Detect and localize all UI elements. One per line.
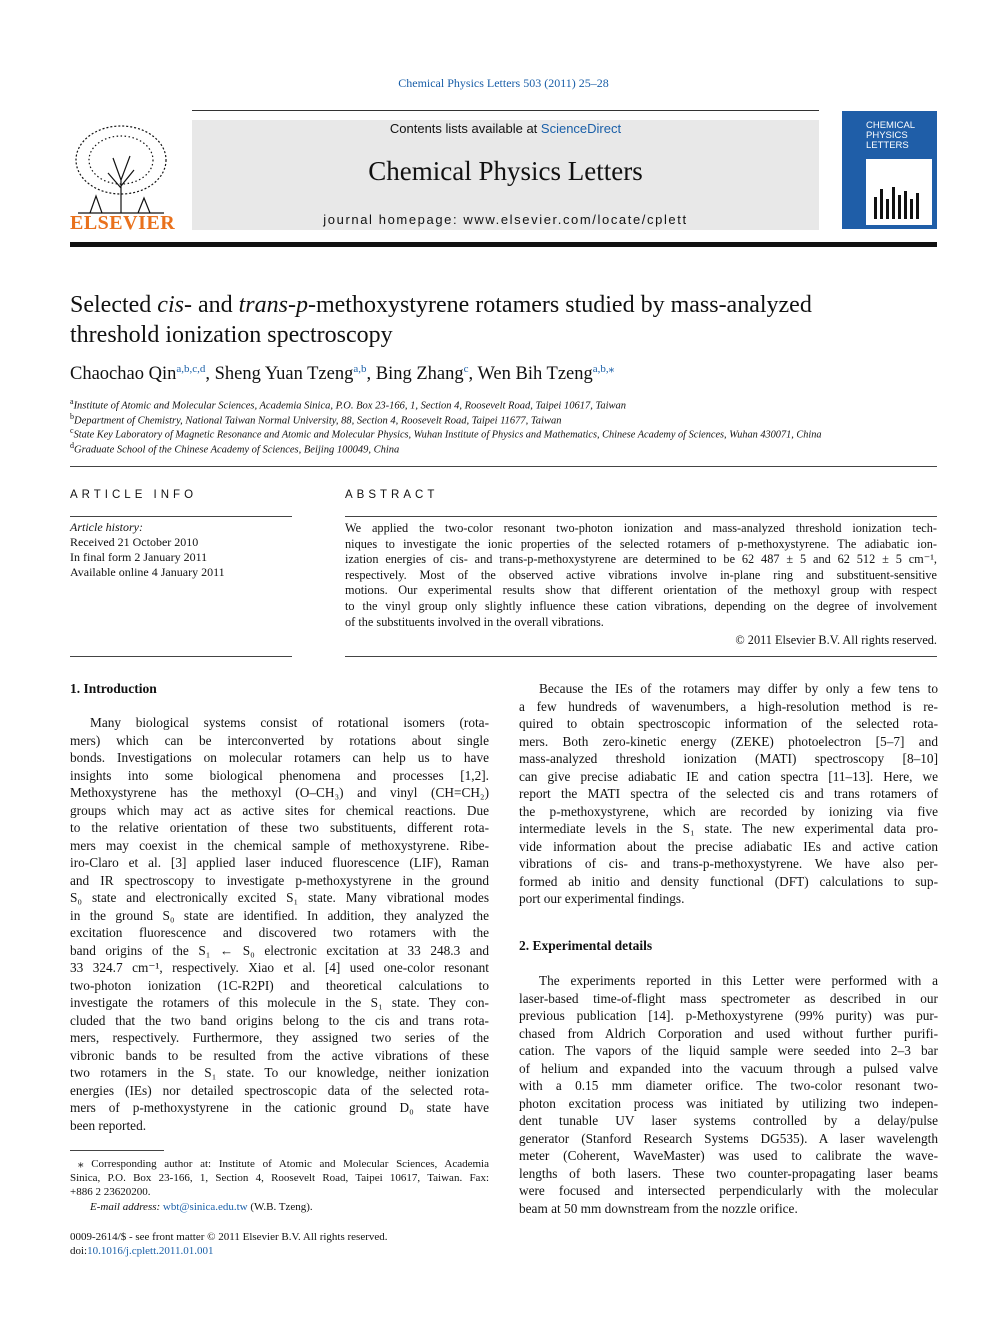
article-info-rule [70,516,292,517]
text-line: quired to obtain spectroscopic information of the selected rota- [519,716,938,731]
author-list: Chaochao Qin$^{a,b,c,d}$, Sheng Yuan Tzeng$^{a,b}$, Bing Zhang$^c$, Wen Bih Tzeng$^{a,b,⁎}$ [70,363,615,385]
text-line: can give precise adiabatic IE and cation spectra [11–13]. Here, we [519,768,938,784]
history-label: Article history: [70,520,143,534]
cover-spectrum-icon [866,159,932,225]
text-line: photon excitation process was initiated by utilizing two indepen- [519,1095,938,1111]
text-line: cation. The vapors of the liquid sample were seeded into 2–3 bar [519,1043,938,1058]
journal-cover-image [842,111,937,229]
abstract-rule [345,516,937,517]
text-line: two-photon ionization (1C-R2PI) and theoretical calculations to [70,977,489,993]
text-line: formed ab initio and density functional (DFT) calculations to sup- [519,873,938,889]
copyright-notice: © 2011 Elsevier B.V. All rights reserved. [735,633,937,647]
article-history [70,520,295,580]
text-line: mers, respectively. Furthermore, they assigned two series of the [70,1030,489,1045]
text-line: cluded that the two band origins belong to the cis and trans rota- [70,1012,489,1028]
text-line: dent tunable UV laser systems controlled by a delay/pulse [519,1113,938,1128]
online-date: Available online 4 January 2011 [70,565,225,579]
title-line-1: Selected cis- and trans-p-methoxystyrene rotamers studied by mass-analyzed [70,292,812,318]
affiliation-a: $^a$Institute of Atomic and Molecular Sciences, Academia Sinica, P.O. Box 23-166, 1, Section 4, Roosevelt Road, Taipei 10617, Taiwan [70,397,627,412]
text-line: S₀ state and electronically excited S₁ state. Many vibrational modes [70,890,489,905]
publisher-logo-text: ELSEVIER [70,212,176,234]
text-line: with a 0.15 mm diameter orifice. The two-color resonant two- [519,1078,938,1093]
text-line: in the ground S₀ state are identified. In addition, they analyzed the [70,907,489,923]
journal-citation[interactable]: Chemical Physics Letters 503 (2011) 25–28 [398,76,609,90]
text-line: were focused and intersected perpendicularly with the molecular [519,1183,938,1198]
text-line: generator (Stanford Research Systems DG535). A laser wavelength [519,1130,938,1146]
text-line: report the MATI spectra of the selected cis and trans rotamers of [519,786,938,801]
title-line-2: threshold ionization spectroscopy [70,322,393,348]
text-line: been reported. [70,1117,147,1133]
text-line: vibronic bands to be resulted from the active vibrations of these [70,1047,489,1063]
author-affiliation-marks[interactable]: a,b,⁎ [592,363,615,375]
text-line: chased from Aldrich Corporation and used without further purifi- [519,1025,938,1041]
text-line: two rotamers in the S₁ state. To our knowledge, neither ionization [70,1065,489,1080]
text-line: mers may coexist in the chemical sample of methoxystyrene. Ribe- [70,837,489,853]
header-rule [192,110,819,111]
text-line: mers) which can be interconverted by rotations about single [70,732,489,748]
text-line: excitation fluorescence and discovered two rotamers with the [70,925,489,940]
corresponding-footnote: ⁎ Corresponding author at: Institute of Atomic and Molecular Sciences, Academia Sinica, P.O. Box 23-166, 1, Section 4, Roosevelt Road, Taipei 10617, Taiwan. Fax: +886 2 23620200. E-mail address: wbt@sinica.edu.tw (W.B. Tzeng). [70,1158,489,1213]
text-line: laser-based time-of-flight mass spectrometer as described in our [519,990,938,1006]
text-line: and IR spectroscopy to investigate p-methoxystyrene in the ground [70,872,489,888]
cover-spectrum-panel [866,159,932,225]
text-line: iro-Claro et al. [3] applied laser induced fluorescence (LIF), Raman [70,855,489,870]
contents-prefix: Contents lists available at [389,121,541,136]
text-line: band origins of the S₁ ← S₀ electronic excitation at 33 248.3 and [70,942,489,958]
text-line: port our experimental findings. [519,891,685,906]
footnote-rule [70,1150,164,1151]
text-line: to the relative orientation of these two substituents, different rota- [70,820,489,835]
article-title [70,290,940,350]
cover-title: CHEMICAL PHYSICS LETTERS [866,120,916,151]
abstract-text: We applied the two-color resonant two-photon ionization and mass-analyzed threshold ionization tech- niques to investigate the ionic properties of the selected rotamers of p-methoxystyrene. The adiabatic ion- ization energies of cis- and trans-p-methoxystyrene are determined to be 62 487 ± 5 and 62 512 ± 5 cm⁻¹, respectively. Most of the observed active vibrations involve in-plane ring and substituent-sensitive motions. Our experimental results show that different orientation of the methoxyl group with respect to the vinyl group only slightly influence these cation vibrations, depending on the degree of involvement of the substituents involved in the overall vibrations. [345,521,937,629]
contents-line [192,121,819,136]
text-line: of helium and expanded into the vacuum through a pulsed valve [519,1060,938,1076]
header-divider [70,242,937,247]
text-line: bonds. Investigations on molecular rotamers can help us to have [70,750,489,765]
affiliation-c: $^c$State Key Laboratory of Magnetic Resonance and Atomic and Molecular Physics, Wuhan Institute of Physics and Mathematics, Chinese Academy of Sciences, Wuhan 430071, China [70,426,822,441]
text-line: mers of p-methoxystyrene in the cationic ground D₀ state have [70,1100,489,1115]
intro-paragraph-1 [70,714,489,1134]
text-line: previous publication [14]. p-Methoxystyrene (99% purity) was pur- [519,1008,938,1023]
author-affiliation-marks[interactable]: c [463,363,469,375]
text-line: intermediate levels in the S₁ state. The new experimental data pro- [519,821,938,836]
final-form-date: In final form 2 January 2011 [70,550,208,564]
doi-line: doi:10.1016/j.cplett.2011.01.001 [70,1245,214,1257]
text-line: a few hundreds of wavenumbers, a high-resolution method is re- [519,698,938,714]
text-line: Because the IEs of the rotamers may differ by only a few tens to [539,681,938,696]
text-line: vide information about the precise adiabatic IEs and active cation [519,838,938,854]
experimental-paragraph-1 [519,972,938,1217]
intro-paragraph-2 [519,680,938,908]
sciencedirect-link[interactable]: ScienceDirect [540,121,622,136]
text-line: Many biological systems consist of rotational isomers (rota- [90,715,489,730]
article-info-bottom-rule [70,656,292,657]
abstract-heading: ABSTRACT [345,489,439,501]
text-line: investigate the rotamers of this molecule in the S₁ state. They con- [70,995,489,1010]
text-line: the p-methoxystyrene, which are recorded by ionizing via five [519,803,938,819]
text-line: mers. Both zero-kinetic energy (ZEKE) photoelectron [5–7] and [519,733,938,749]
received-date: Received 21 October 2010 [70,535,199,549]
text-line: vibrations of cis- and trans-p-methoxystyrene. We have also per- [519,856,938,871]
abstract-bottom-rule [345,656,937,657]
text-line: The experiments reported in this Letter were performed with a [539,973,938,988]
journal-title: Chemical Physics Letters [368,156,643,186]
section-heading-experimental: 2. Experimental details [519,938,653,953]
author-name[interactable]: Chaochao Qin [70,364,177,385]
affiliation-divider [70,466,937,467]
author-name[interactable]: Wen Bih Tzeng [477,364,593,385]
doi-link[interactable]: 10.1016/j.cplett.2011.01.001 [87,1245,214,1257]
text-line: mass-analyzed threshold ionization (MATI) spectroscopy [8–10] [519,751,938,766]
email-link[interactable]: wbt@sinica.edu.tw [162,1200,248,1213]
text-line: insights into some biological phenomena and processes [1,2]. [70,767,489,783]
text-line: lengths of both lasers. These two counter-propagating laser beams [519,1165,938,1181]
affiliation-b: $^b$Department of Chemistry, National Taiwan Normal University, 88, Section 4, Roosevelt Road, Taipei 11677, Taiwan [70,411,562,426]
text-line: beam at 50 mm downstream from the nozzle orifice. [519,1200,798,1216]
author-name[interactable]: Sheng Yuan Tzeng [214,364,354,385]
text-line: Methoxystyrene has the methoxyl (O–CH₃) and vinyl (CH=CH₂) [70,785,489,800]
text-line: 33 324.7 cm⁻¹, respectively. Xiao et al. [4] used one-color resonant [70,960,489,975]
author-affiliation-marks[interactable]: a,b [353,363,367,375]
author-affiliation-marks[interactable]: a,b,c,d [176,363,206,375]
issn-line: 0009-2614/$ - see front matter © 2011 Elsevier B.V. All rights reserved. [70,1231,388,1243]
text-line: meter (Coherent, WaveMaster) was used to calibrate the wave- [519,1148,938,1163]
journal-homepage[interactable]: journal homepage: www.elsevier.com/locate/cplett [323,212,688,227]
text-line: groups which may act as active sites for chemical reactions. Due [70,802,489,818]
author-name[interactable]: Bing Zhang [375,364,464,385]
text-line: energies (IEs) nor detailed spectroscopic data of the selected rota- [70,1082,489,1098]
affiliation-d: $^d$Graduate School of the Chinese Academy of Sciences, Beijing 100049, China [70,440,400,455]
article-info-heading: ARTICLE INFO [70,489,198,501]
section-heading-introduction: 1. Introduction [70,681,157,696]
